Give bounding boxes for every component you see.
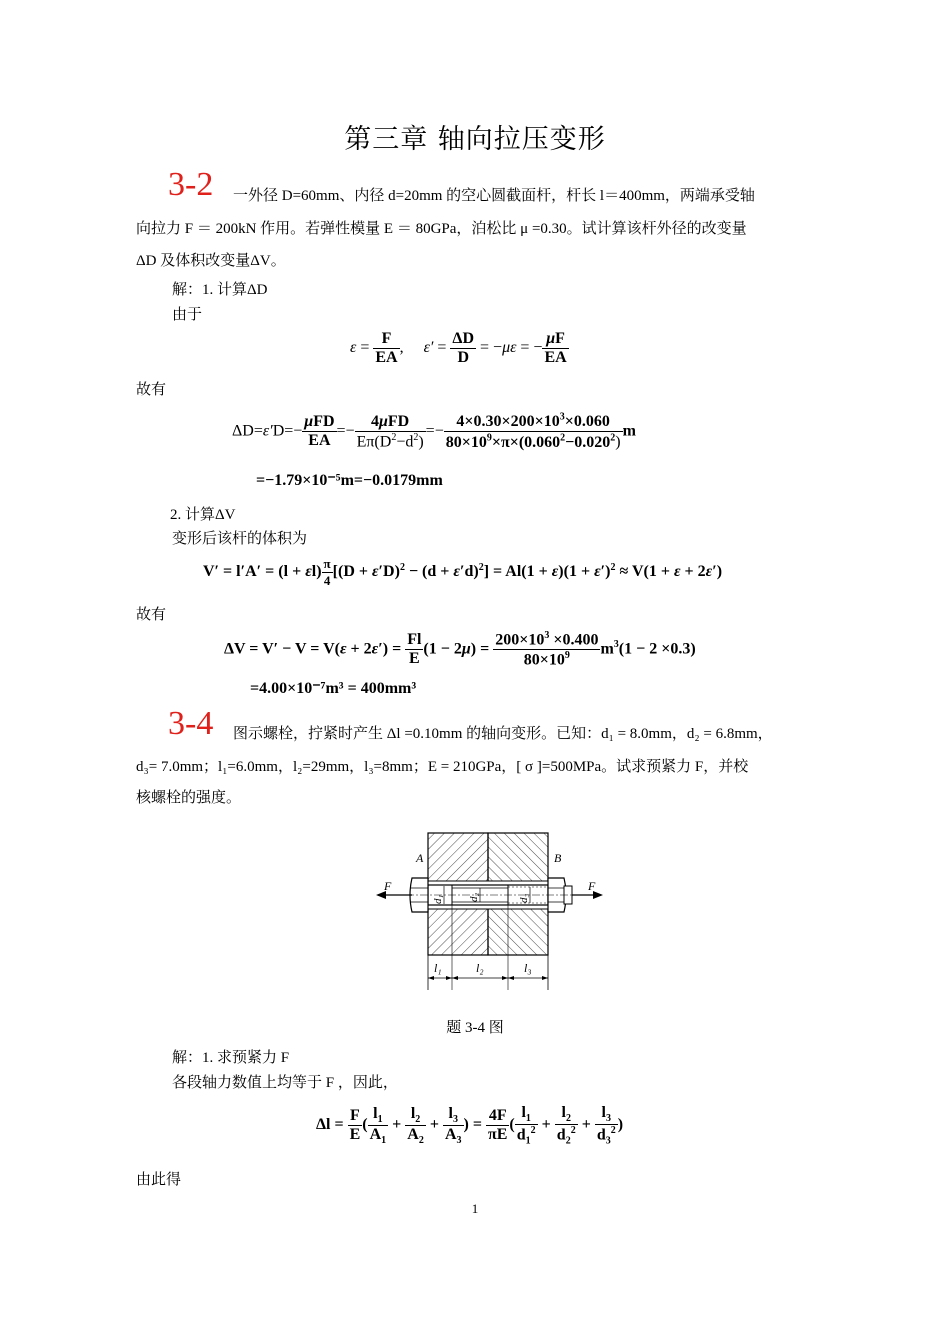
problem-3-2-text-line2: 向拉力 F ＝ 200kN 作用。若弹性模量 E ＝ 80GPa，泊松比 μ =0.30。试计算该杆外径的改变量: [136, 221, 747, 237]
label-d3: d₃: [518, 893, 530, 903]
label-l2: l₂: [476, 961, 484, 975]
solution-3-4-step1: 解：1. 求预紧力 F: [172, 1050, 290, 1066]
therefore-label-1: 故有: [136, 382, 167, 398]
problem-3-2-text-line3: ΔD 及体积改变量ΔV。: [136, 253, 286, 269]
problem-3-4-text-line1: 图示螺栓，拧紧时产生 Δl =0.10mm 的轴向变形。已知：d₁ = 8.0mm，d₂ = 6.8mm，: [233, 726, 773, 742]
therefore-label-2: 故有: [136, 607, 167, 623]
page-title: 第三章 轴向拉压变形: [344, 124, 606, 155]
label-l3: l₃: [524, 961, 532, 975]
label-b: B: [554, 851, 562, 865]
problem-3-2-text-line1: 一外径 D=60mm、内径 d=20mm 的空心圆截面杆，杆长 l＝400mm，两端承受轴: [233, 188, 755, 204]
equation-delta-l: Δl = $\frac{F}{E}$ ( $\frac{l_1}{A_1}$ + $\frac{l_2}{A_2}$ + $\frac{l_3}{A_3}$ ) = $\frac{4F}{\pi E}$ ( $\frac{l_1}{d_1^2}$ + $\frac{l_2}{d_2^2}$ + $\frac{l_3}{d_3^2}$ ): [316, 1104, 624, 1147]
bolt-figure: [370, 828, 610, 994]
label-d2: d₂: [468, 892, 480, 902]
problem-3-4-text-line2: d₃= 7.0mm；l₁=6.0mm，l₂=29mm，l₃=8mm；E = 210GPa，[ σ ]=500MPa。试求预紧力 F，并校: [136, 759, 749, 775]
label-f-left: F: [384, 879, 392, 893]
hence-label: 由此得: [136, 1172, 182, 1188]
problem-3-4-text-line3: 核螺栓的强度。: [136, 790, 242, 806]
page-number: 1: [471, 1201, 479, 1216]
problem-number-3-4: 3-4: [168, 705, 214, 742]
equation-delta-d: ΔD=ε′D=− $\frac{\text{μFD}}{EA}$ =− $\frac{\text{4μFD}}{E\pi(D^2-d^2)}$ =− $\frac{4\times 0.30\times 200\times 10^3\times 0.060}{80\times 10^9\times\pi\times(0.060^2-0.020^2)}$ m: [232, 412, 636, 451]
equation-strain: ε = $\frac{F}{EA}$ , ε′ = $\frac{\Delta D}{D}$ = −με = − $\frac{\mu F}{EA}$: [350, 330, 567, 366]
equation-delta-v: ΔV = V′ − V = V(ε + 2ε′) = $\frac{Fl}{E}$ (1 − 2μ) = $\frac{200\times 10^3 \times 0.400}{80\times 10^9}$ $m^3(1 - 2 \times 0.3)$: [224, 630, 696, 669]
since-label: 由于: [172, 307, 203, 323]
label-f-right: F: [588, 879, 596, 893]
label-d1: d₁: [432, 894, 444, 904]
equation-volume: V′ = l′A′ = (l + εl) $\frac{\pi}{4}$ $[(D + \varepsilon'D)^2 - (d + \varepsilon'd)^2] = Al(1 + \varepsilon)(1 + \varepsilon')^2 \approx V(1 + \varepsilon + 2\varepsilon')$: [203, 556, 723, 588]
figure-caption: 题 3-4 图: [446, 1020, 504, 1036]
label-a: A: [416, 851, 424, 865]
solution-3-2-step1: 解：1. 计算ΔD: [172, 282, 268, 298]
label-l1: l₁: [434, 961, 442, 975]
problem-number-3-2: 3-2: [168, 166, 214, 203]
equation-delta-d-result: =−1.79×10⁻⁵m=−0.0179mm: [256, 472, 443, 489]
solution-3-2-step2: 2. 计算ΔV: [170, 507, 236, 523]
solution-3-4-text: 各段轴力数值上均等于 F ，因此，: [172, 1075, 398, 1091]
equation-delta-v-result: =4.00×10⁻⁷m³ = 400mm³: [250, 680, 417, 697]
volume-text: 变形后该杆的体积为: [172, 531, 308, 547]
